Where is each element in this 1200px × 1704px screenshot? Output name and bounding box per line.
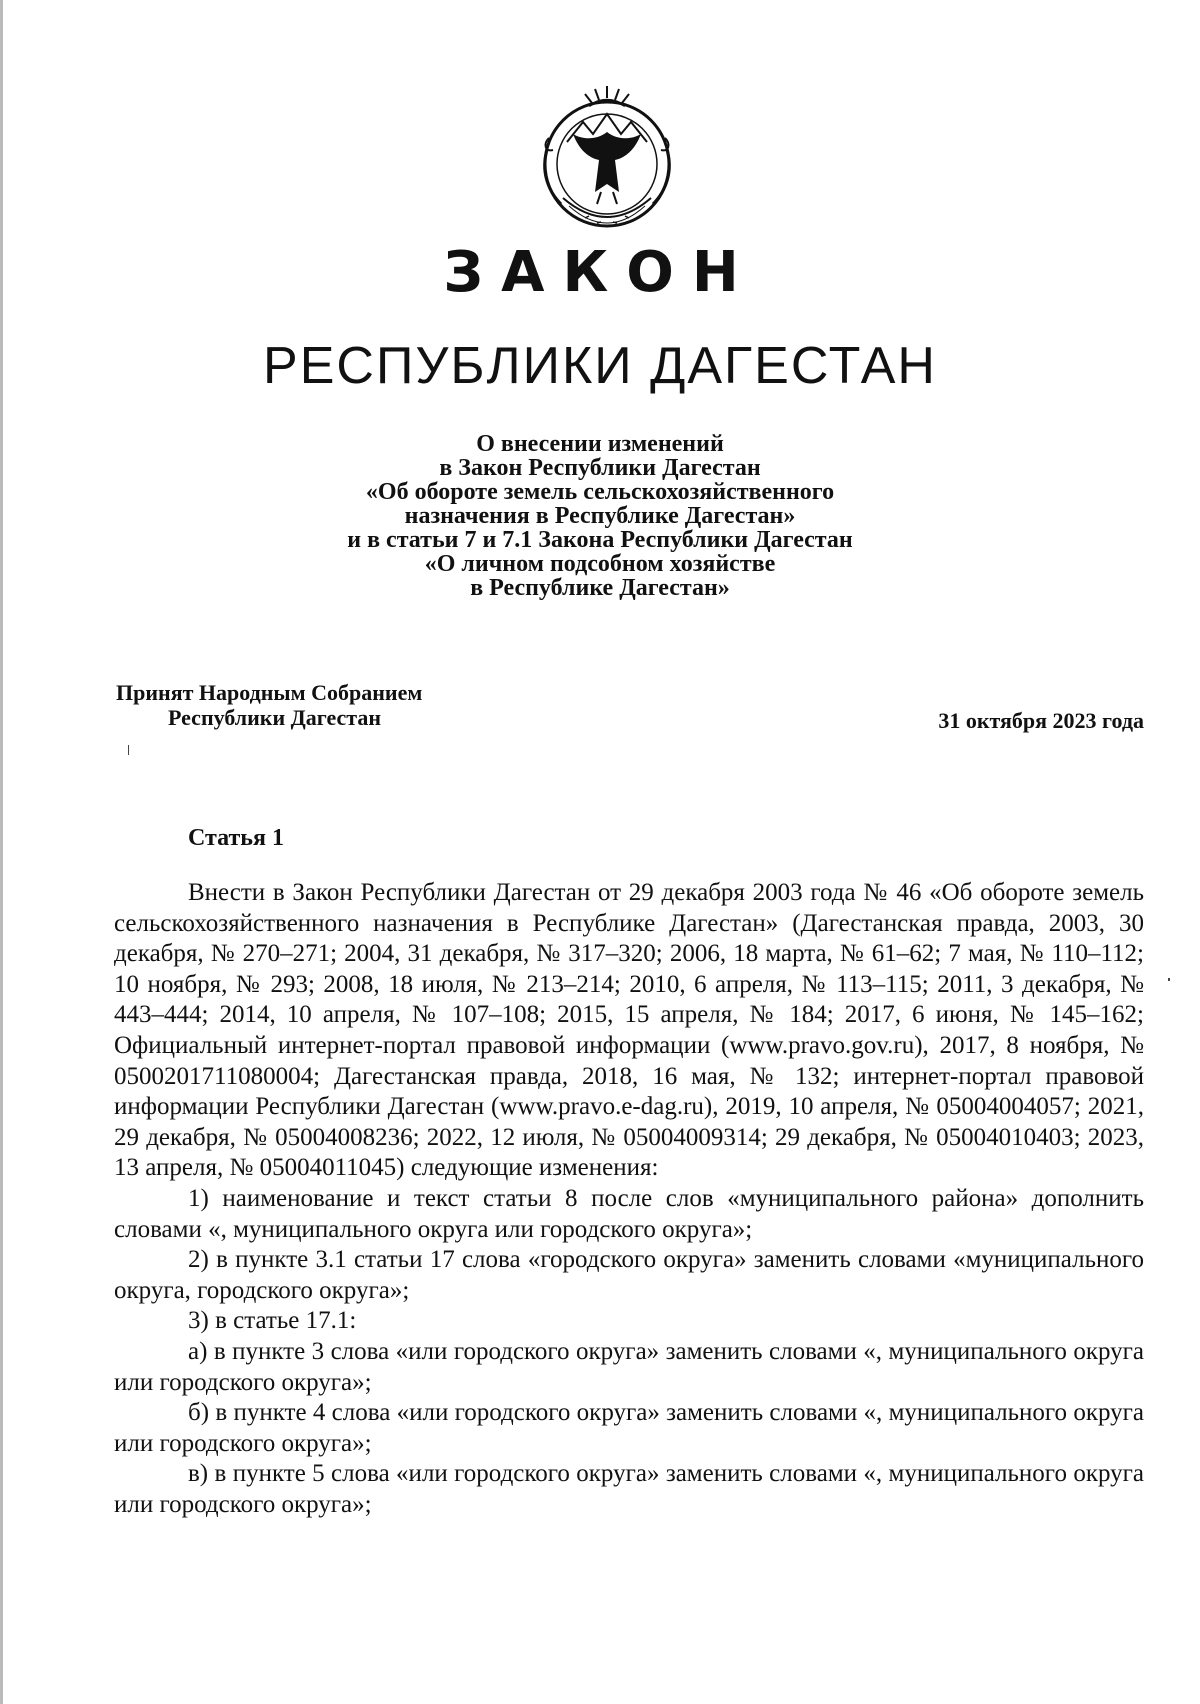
- article-paragraph: а) в пункте 3 слова «или городского округа» заменить словами «, муниципального округа или городского округа»;: [114, 1337, 1144, 1396]
- scan-artifact: [0, 0, 3, 1704]
- adoption-line: Принят Народным Собранием: [116, 680, 423, 705]
- document-title: ЗАКОН: [443, 240, 757, 305]
- law-name-line: в Республике Дагестан»: [470, 575, 730, 601]
- law-name-line: и в статьи 7 и 7.1 Закона Республики Дагестан: [347, 527, 853, 553]
- adoption-line: Республики Дагестан: [168, 705, 382, 730]
- article-paragraph: 2) в пункте 3.1 статьи 17 слова «городского округа» заменить словами «муниципального округа, городского округа»;: [114, 1246, 1144, 1304]
- adoption-date: 31 октября 2023 года: [938, 708, 1144, 733]
- law-name-block: [0, 432, 1200, 600]
- article-body: [114, 878, 1144, 1520]
- law-name-line: «О личном подсобном хозяйстве: [424, 551, 776, 577]
- document-subtitle: РЕСПУБЛИКИ ДАГЕСТАН: [263, 337, 937, 395]
- article-paragraph: в) в пункте 5 слова «или городского округа» заменить словами «, муниципального округа или городского округа»;: [114, 1460, 1144, 1518]
- law-name-line: в Закон Республики Дагестан: [439, 455, 761, 481]
- scan-artifact: [1168, 978, 1170, 981]
- coat-of-arms-emblem: [527, 80, 687, 240]
- law-name-line: назначения в Республике Дагестан»: [404, 503, 796, 529]
- article-paragraph: Внести в Закон Республики Дагестан от 29 декабря 2003 года № 46 «Об обороте земель сельскохозяйственного назначения в Республике Дагестан» (Дагестанская правда, 2003, 30 декабря, № 270–271; 2004, 31 декабря, № 317–320; 2006, 18 марта, № 61–62; 7 мая, № 110–112; 10 ноября, № 293; 2008, 18 июля, № 213–214; 2010, 6 апреля, № 113–115; 2011, 3 декабря, № 443–444; 2014, 10 апреля, № 107–108; 2015, 15 апреля, № 184; 2017, 6 июня, № 145–162; Официальный интернет-портал правовой информации (www.pravo.gov.ru), 2017, 8 ноября, № 0500201711080004; Дагестанская правда, 2018, 16 мая, № 132; интернет-портал правовой информации Республики Дагестан (www.pravo.e-dag.ru), 2019, 10 апреля, № 05004004057; 2021, 29 декабря, № 05004008236; 2022, 12 июля, № 05004009314; 29 декабря, № 05004010403; 2023, 13 апреля, № 05004011045) следующие изменения:: [114, 879, 1144, 1182]
- article-paragraph: б) в пункте 4 слова «или городского округа» заменить словами «, муниципального округа или городского округа»;: [114, 1399, 1144, 1457]
- adoption-statement: [116, 680, 536, 730]
- article-heading: Статья 1: [188, 825, 284, 851]
- law-name-line: «Об обороте земель сельскохозяйственного: [365, 479, 835, 505]
- law-name-line: О внесении изменений: [476, 431, 724, 457]
- article-paragraph: 3) в статье 17.1:: [188, 1307, 357, 1335]
- scan-artifact: [128, 745, 129, 755]
- article-paragraph: 1) наименование и текст статьи 8 после слов «муниципального района» дополнить словами «, муниципального округа или городского округа»;: [114, 1184, 1144, 1243]
